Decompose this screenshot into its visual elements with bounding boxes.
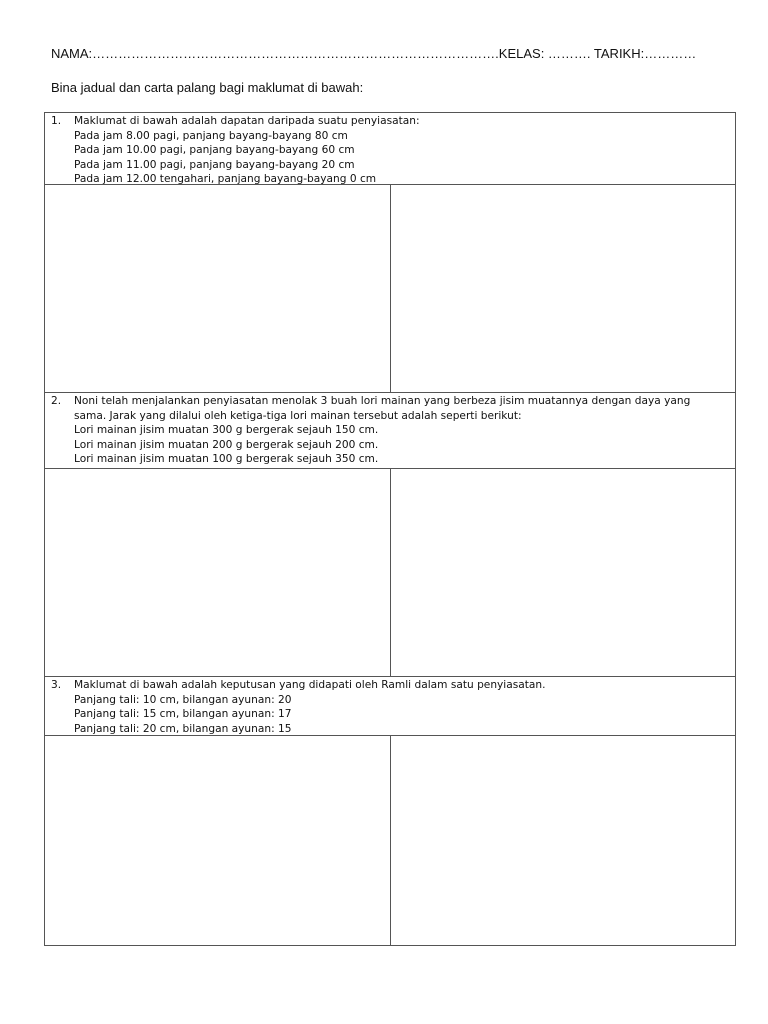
question-line: Lori mainan jisim muatan 300 g bergerak sejauh 150 cm. <box>74 424 379 437</box>
question-2-text <box>74 394 729 467</box>
worksheet-table <box>44 112 736 946</box>
chart-answer-box-1[interactable] <box>391 185 735 392</box>
question-line: Pada jam 10.00 pagi, panjang bayang-bayang 60 cm <box>74 144 355 157</box>
question-line: Lori mainan jisim muatan 200 g bergerak sejauh 200 cm. <box>74 438 379 451</box>
question-line: Pada jam 11.00 pagi, panjang bayang-bayang 20 cm <box>74 158 355 171</box>
question-3-text <box>74 678 729 736</box>
table-answer-box-3[interactable] <box>45 736 391 945</box>
question-line: Lori mainan jisim muatan 100 g bergerak sejauh 350 cm. <box>74 453 379 466</box>
instruction-text: Bina jadual dan carta palang bagi maklumat di bawah: <box>51 80 364 95</box>
answer-row-2 <box>45 469 735 677</box>
chart-answer-box-2[interactable] <box>391 469 735 676</box>
question-2-number: 2. <box>51 395 62 407</box>
question-line: sama. Jarak yang dilalui oleh ketiga-tiga lori mainan tersebut adalah seperti berikut: <box>74 409 522 422</box>
answer-row-3 <box>45 736 735 945</box>
table-answer-box-2[interactable] <box>45 469 391 676</box>
question-3-number: 3. <box>51 679 62 691</box>
answer-row-1 <box>45 185 735 393</box>
chart-answer-box-3[interactable] <box>391 736 735 945</box>
question-line: Maklumat di bawah adalah keputusan yang didapati oleh Ramli dalam satu penyiasatan. <box>74 679 546 691</box>
student-info-line: NAMA:………………………………………………………………………………….KELAS: ………. TARIKH:………… <box>51 46 697 61</box>
question-1-number: 1. <box>51 115 62 127</box>
question-1 <box>45 113 735 185</box>
question-line: Pada jam 8.00 pagi, panjang bayang-bayang 80 cm <box>74 129 348 142</box>
question-line: Panjang tali: 20 cm, bilangan ayunan: 15 <box>74 722 292 735</box>
question-3 <box>45 677 735 736</box>
question-2 <box>45 393 735 469</box>
table-answer-box-1[interactable] <box>45 185 391 392</box>
question-line: Pada jam 12.00 tengahari, panjang bayang-bayang 0 cm <box>74 173 377 186</box>
question-line: Panjang tali: 15 cm, bilangan ayunan: 17 <box>74 708 292 721</box>
question-1-text <box>74 114 729 187</box>
question-line: Panjang tali: 10 cm, bilangan ayunan: 20 <box>74 693 292 706</box>
question-line: Noni telah menjalankan penyiasatan menolak 3 buah lori mainan yang berbeza jisim muatannya dengan daya yang <box>74 395 691 407</box>
question-line: Maklumat di bawah adalah dapatan daripada suatu penyiasatan: <box>74 115 420 127</box>
